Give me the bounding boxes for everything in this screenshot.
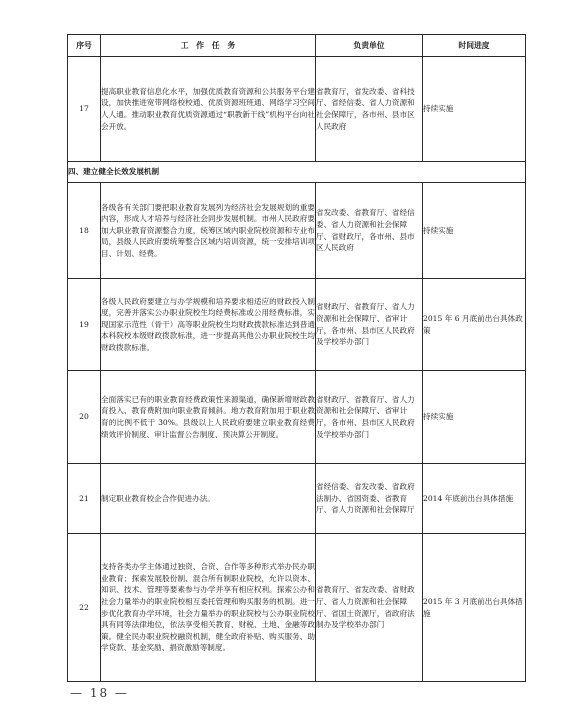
table-row bbox=[68, 371, 526, 464]
page-number: — 18 — bbox=[70, 686, 129, 700]
row-unit: 省教育厅、省发改委、省财政厅、省人力资源和社会保障厅、省国土资源厅，省政府法制办及学校举办部门 bbox=[316, 534, 423, 682]
table-row bbox=[68, 183, 526, 279]
table-row bbox=[68, 464, 526, 534]
row-no: 22 bbox=[68, 534, 101, 682]
row-no: 19 bbox=[68, 279, 101, 371]
row-task: 支持各类办学主体通过独资、合资、合作等多种形式举办民办职业教育；探索发展股份制、混合所有制职业院校，允许以资本、知识、技术、管理等要素参与办学并享有相应权利。探索公办和社会力量举办的职业院校相互委托管理和购买服务的机制。进一步优化教育办学环境，社会力量举办的职业院校与公办职业院校具有同等法律地位，依法享受相关教育、财税、土地、金融等政策。健全民办职业院校融资机制，健全政府补贴、购买服务、助学贷款、基金奖励、捐资激励等制度。 bbox=[101, 534, 316, 682]
table-header-row bbox=[68, 35, 526, 57]
header-task: 工 作 任 务 bbox=[101, 35, 316, 57]
row-time: 持续实施 bbox=[423, 57, 526, 162]
row-time: 2015 年 3 月底前出台具体措施 bbox=[423, 534, 526, 682]
header-time: 时间进度 bbox=[423, 35, 526, 57]
row-time: 2015 年 6 月底前出台具体政策 bbox=[423, 279, 526, 371]
row-task: 提高职业教育信息化水平，加强优质教育资源和公共服务平台建设，加快推进宽带网络校校通、优质资源班班通、网络学习空间人人通。推动职业教育优质资源通过“职教新干线”机构平台向社会开放。 bbox=[101, 57, 316, 162]
row-unit: 省财政厅、省教育厅、省人力资源和社会保障厅、省审计厅，各市州、县市区人民政府及学校举办部门 bbox=[316, 279, 423, 371]
section-row bbox=[68, 162, 526, 183]
row-unit: 省发改委、省教育厅、省经信委、省人力资源和社会保障厅、省财政厅，各市州、县市区人民政府 bbox=[316, 183, 423, 279]
row-no: 17 bbox=[68, 57, 101, 162]
row-time: 持续实施 bbox=[423, 371, 526, 464]
row-no: 21 bbox=[68, 464, 101, 534]
row-time: 2014 年底前出台具体措施 bbox=[423, 464, 526, 534]
row-unit: 省教育厅，省发改委、省科技厅、省经信委、省人力资源和社会保障厅，各市州、县市区人民政府 bbox=[316, 57, 423, 162]
section-title: 四、建立健全长效发展机制 bbox=[68, 162, 526, 183]
header-no: 序号 bbox=[68, 35, 101, 57]
row-time: 持续实施 bbox=[423, 183, 526, 279]
table-row bbox=[68, 534, 526, 682]
task-table bbox=[67, 34, 526, 682]
header-unit: 负责单位 bbox=[316, 35, 423, 57]
row-task: 制定职业教育校企合作促进办法。 bbox=[101, 464, 316, 534]
table-row bbox=[68, 279, 526, 371]
row-unit: 省经信委、省发改委、省政府法制办、省国资委、省教育厅、省人力资源和社会保障厅 bbox=[316, 464, 423, 534]
row-task: 各级人民政府要建立与办学规模和培养要求相适应的财政投入制度，完善并落实公办职业院校生均经费标准或公用经费标准，实现国家示范性（骨干）高等职业院校生均财政拨款标准达到普通本科院校本级财政拨款标准，进一步提高其他公办职业院校生均财政拨款标准。 bbox=[101, 279, 316, 371]
row-task: 全面落实已有的职业教育经费政策性来源渠道，确保新增财政教育投入、教育费附加向职业教育倾斜。地方教育附加用于职业教育的比例不低于 30%。县级以上人民政府要建立职业教育经费绩效评价制度、审计监督公告制度、预决算公开制度。 bbox=[101, 371, 316, 464]
row-no: 20 bbox=[68, 371, 101, 464]
row-task: 各级各有关部门要把职业教育发展列为经济社会发展规划的重要内容，形成人才培养与经济社会同步发展机制。市州人民政府要加大职业教育资源整合力度，统筹区域内职业院校资源和专业布局，县级人民政府要统筹整合区域内培训资源，统一安排培训项目、计划、经费。 bbox=[101, 183, 316, 279]
row-no: 18 bbox=[68, 183, 101, 279]
row-unit: 省财政厅、省教育厅、省人力资源和社会保障厅、省审计厅，各市州、县市区人民政府及学校举办部门 bbox=[316, 371, 423, 464]
table-row bbox=[68, 57, 526, 162]
